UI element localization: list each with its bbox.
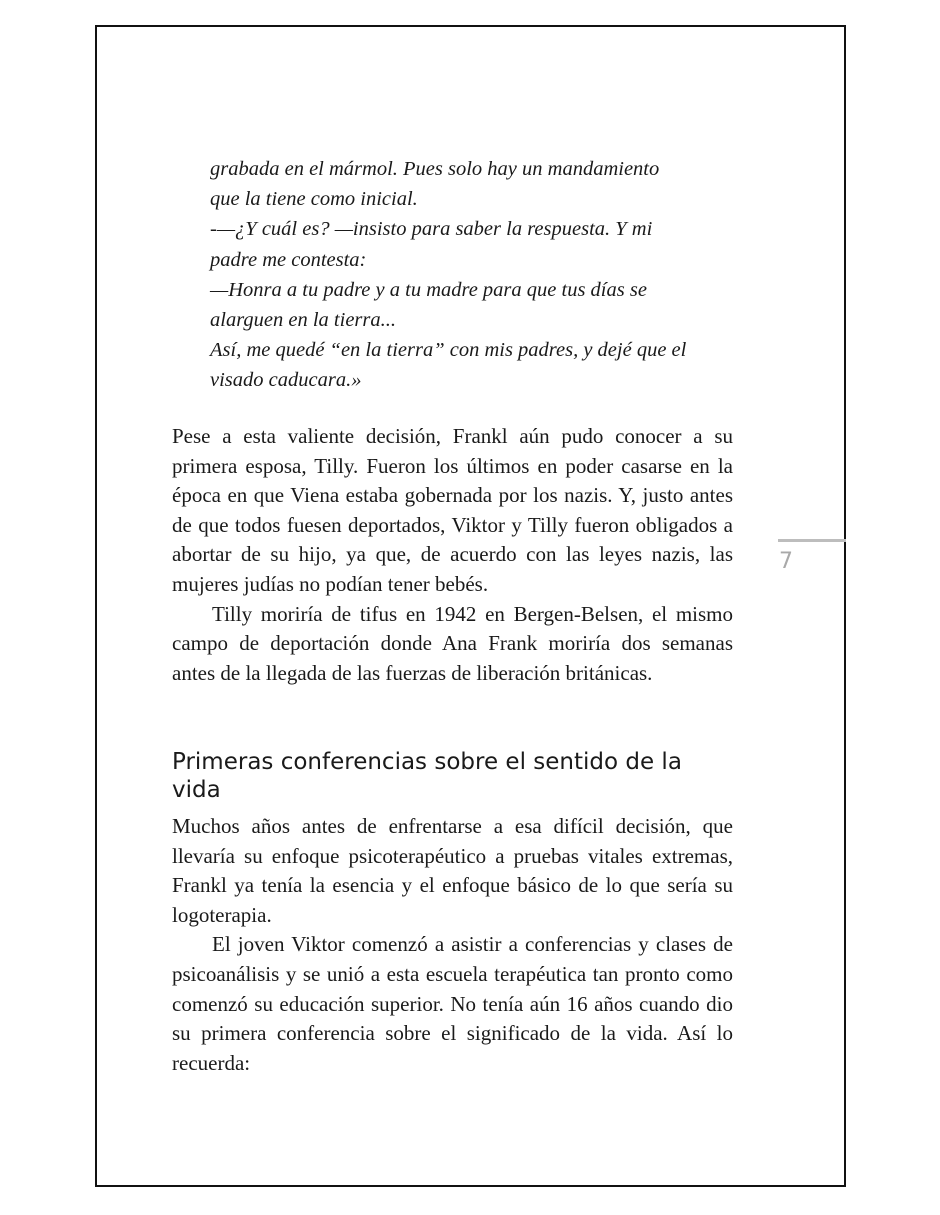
page-number-rule [778,539,846,542]
quote-line: que la tiene como inicial. [210,188,418,211]
body-text-block [172,812,733,1078]
body-text-block [172,422,733,688]
quote-line: —Honra a tu padre y a tu madre para que tus días se [210,278,647,301]
quote-line: alarguen en la tierra... [210,309,397,332]
paragraph: Pese a esta valiente decisión, Frankl aún pudo conocer a su primera esposa, Tilly. Fueron los últimos en poder casarse en la época en que Viena estaba gobernada por los nazis. Y, justo antes de que todos fuesen deportados, Viktor y Tilly fueron obligados a abortar de su hijo, ya que, de acuerdo con las leyes nazis, las mujeres judías no podían tener bebés. [172,424,733,596]
quote-line: visado caducara.» [210,369,362,392]
paragraph: El joven Viktor comenzó a asistir a conferencias y clases de psicoanálisis y se unió a esta escuela terapéutica tan pronto como comenzó su educación superior. No tenía aún 16 años cuando dio su primera conferencia sobre el significado de la vida. Así lo recuerda: [172,932,733,1075]
quote-line: grabada en el mármol. Pues solo hay un mandamiento [210,158,660,180]
page-number: 7 [779,549,793,574]
quote-line: Así, me quedé “en la tierra” con mis padres, y dejé que el [210,339,687,362]
italic-quote-block [210,154,735,396]
paragraph: Muchos años antes de enfrentarse a esa difícil decisión, que llevaría su enfoque psicoterapéutico a pruebas vitales extremas, Frankl ya tenía la esencia y el enfoque básico de lo que sería su logoterapia. [172,814,733,927]
quote-line: -—¿Y cuál es? —insisto para saber la respuesta. Y mi [210,218,653,241]
paragraph: Tilly moriría de tifus en 1942 en Bergen-Belsen, el mismo campo de deportación donde Ana Frank moriría dos semanas antes de la llegada de las fuerzas de liberación británicas. [172,601,733,685]
quote-line: padre me contesta: [210,248,367,271]
section-heading: Primeras conferencias sobre el sentido de la vida [172,749,682,803]
